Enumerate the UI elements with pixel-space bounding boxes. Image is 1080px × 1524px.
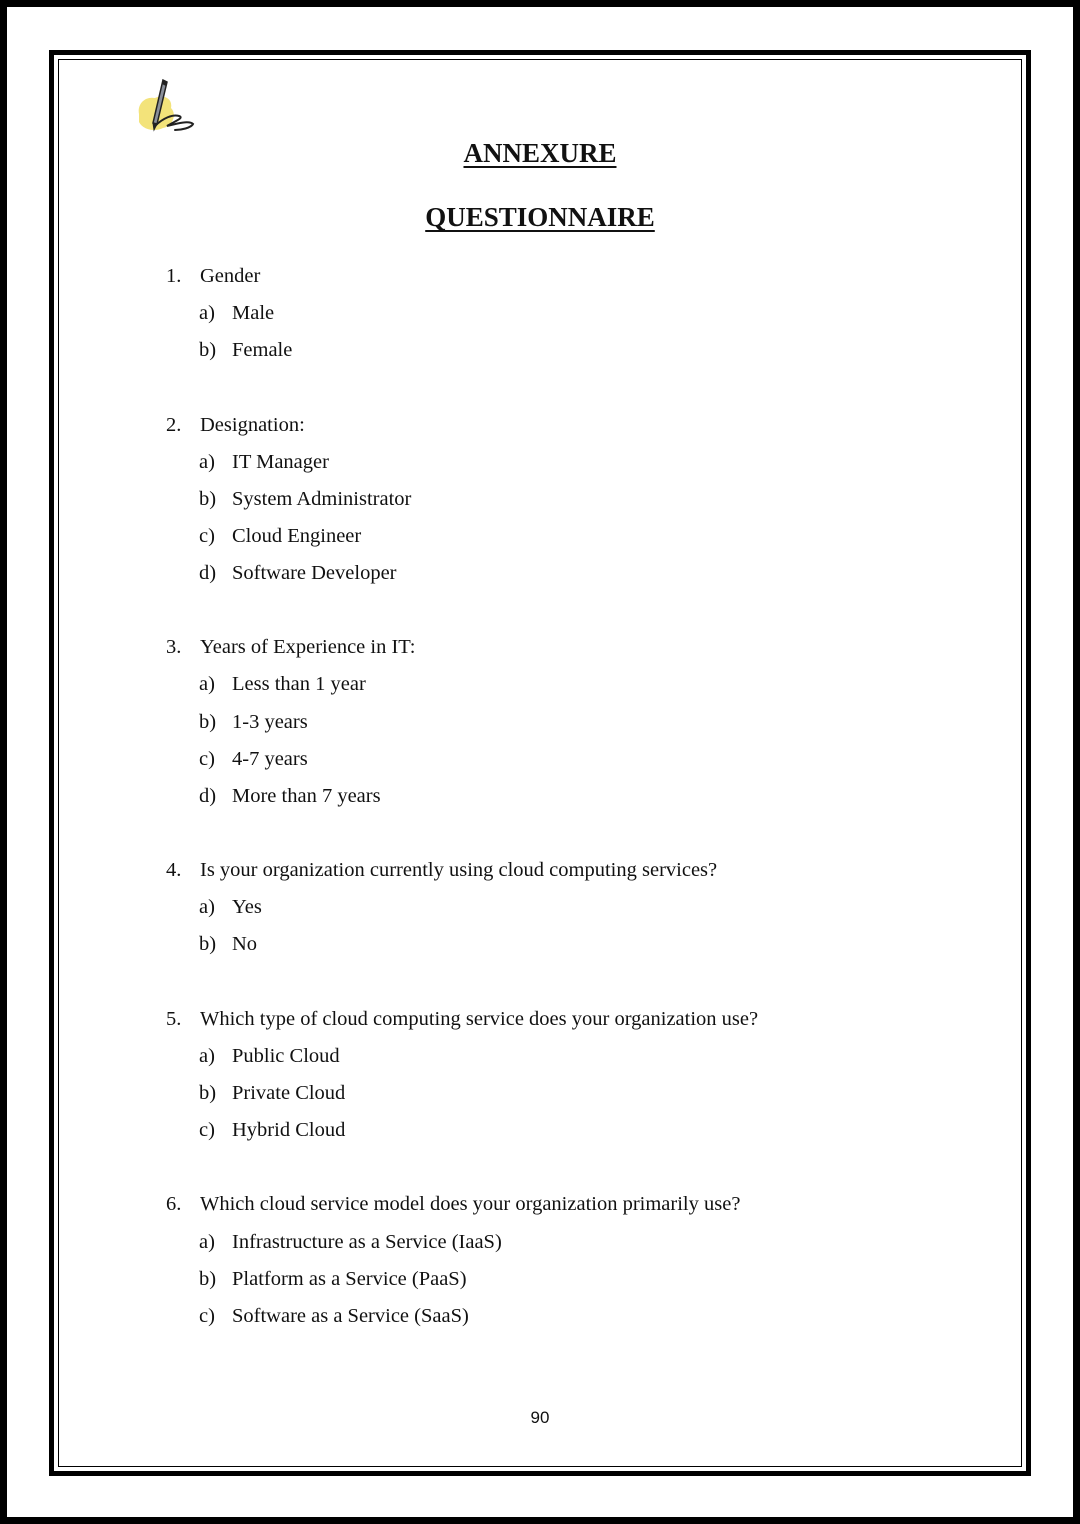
question-number: 2. <box>166 414 182 436</box>
question-text: Is your organization currently using cloud computing services? <box>200 859 718 881</box>
option-text: 4-7 years <box>232 748 308 770</box>
option-text: Software as a Service (SaaS) <box>232 1305 469 1327</box>
option-text: Platform as a Service (PaaS) <box>232 1268 467 1290</box>
question-number: 4. <box>166 859 182 881</box>
option-letter: b) <box>199 1082 217 1104</box>
option-letter: a) <box>199 1045 215 1067</box>
option-text: Female <box>232 339 293 361</box>
option-text: More than 7 years <box>232 785 381 807</box>
option-letter: d) <box>199 785 217 807</box>
question-text: Which type of cloud computing service does your organization use? <box>200 1008 759 1030</box>
option-text: Cloud Engineer <box>232 525 362 547</box>
option-text: Male <box>232 302 275 324</box>
option-text: Hybrid Cloud <box>232 1119 346 1141</box>
option-text: System Administrator <box>232 488 412 510</box>
option-letter: c) <box>199 525 215 547</box>
page-title: ANNEXURE <box>463 138 617 168</box>
question-text: Which cloud service model does your organization primarily use? <box>200 1193 741 1215</box>
option-text: Software Developer <box>232 562 397 584</box>
option-letter: b) <box>199 488 217 510</box>
option-letter: a) <box>199 673 215 695</box>
option-letter: a) <box>199 302 215 324</box>
option-text: No <box>232 933 258 955</box>
option-letter: a) <box>199 896 215 918</box>
question-text: Designation: <box>200 414 305 436</box>
option-letter: a) <box>199 451 215 473</box>
option-letter: b) <box>199 933 217 955</box>
option-letter: b) <box>199 1268 217 1290</box>
question-text: Gender <box>200 265 261 287</box>
option-text: Infrastructure as a Service (IaaS) <box>232 1231 502 1253</box>
question-number: 5. <box>166 1008 182 1030</box>
option-letter: c) <box>199 1119 215 1141</box>
page-number: 90 <box>530 1408 550 1427</box>
option-letter: b) <box>199 339 217 361</box>
option-letter: c) <box>199 748 215 770</box>
option-text: IT Manager <box>232 451 329 473</box>
question-number: 1. <box>166 265 182 287</box>
question-text: Years of Experience in IT: <box>200 636 416 658</box>
option-letter: c) <box>199 1305 215 1327</box>
option-text: Public Cloud <box>232 1045 340 1067</box>
option-letter: d) <box>199 562 217 584</box>
option-text: Private Cloud <box>232 1082 346 1104</box>
option-text: Yes <box>232 896 262 918</box>
question-number: 6. <box>166 1193 182 1215</box>
option-letter: b) <box>199 711 217 733</box>
page-subtitle: QUESTIONNAIRE <box>425 202 655 232</box>
option-text: Less than 1 year <box>232 673 366 695</box>
option-letter: a) <box>199 1231 215 1253</box>
option-text: 1-3 years <box>232 711 308 733</box>
question-number: 3. <box>166 636 182 658</box>
